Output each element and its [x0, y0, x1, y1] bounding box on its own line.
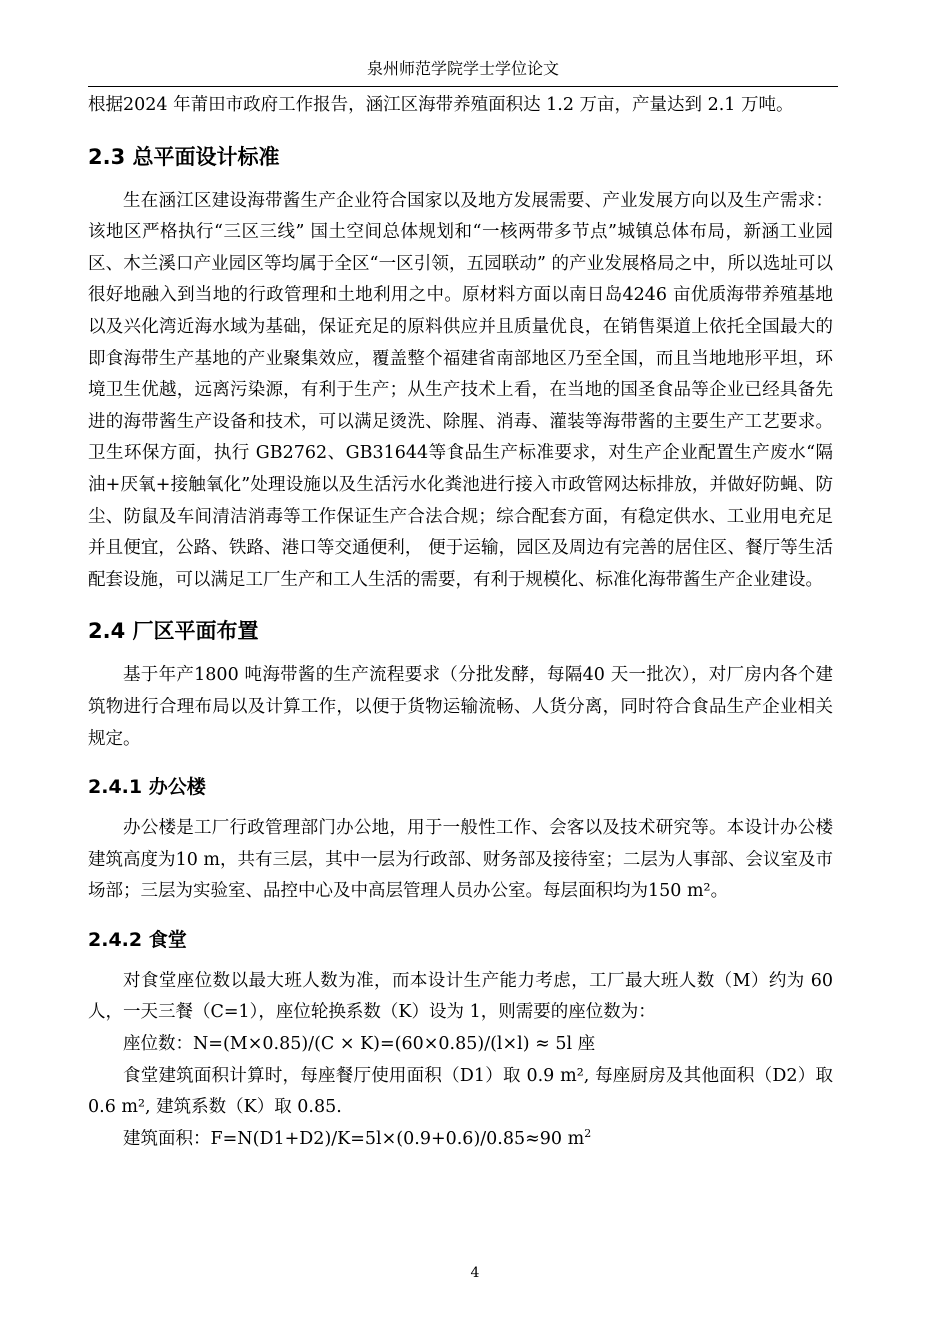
heading-2-4-1: 2.4.1 办公楼 — [88, 776, 206, 799]
section-2-4-2-paragraph-1: 对食堂座位数以最大班人数为准，而本设计生产能力考虑，工厂最大班人数（M）约为 60 人，一天三餐（C=1），座位轮换系数（K）设为 1，则需要的座位数为： — [88, 970, 833, 1023]
header-divider — [88, 86, 838, 87]
section-2-4-2-paragraph-2: 食堂建筑面积计算时，每座餐厅使用面积（D1）取 0.9 m², 每座厨房及其他面积（D2）取 0.6 m², 建筑系数（K）取 0.85. — [88, 1065, 833, 1118]
intro-paragraph: 根据2024 年莆田市政府工作报告，涵江区海带养殖面积达 1.2 万亩，产量达到 2.1 万吨。 — [88, 95, 794, 115]
building-area-formula — [88, 1124, 833, 1156]
section-2-4-paragraph: 基于年产1800 吨海带酱的生产流程要求（分批发酵，每隔40 天一批次），对厂房内各个建筑物进行合理布局以及计算工作，以便于货物运输流畅、人货分离，同时符合食品生产企业相关规定。 — [88, 665, 833, 749]
heading-2-4-2: 2.4.2 食堂 — [88, 928, 187, 951]
page-header-title: 泉州师范学院学士学位论文 — [366, 59, 559, 78]
section-2-3-paragraph: 生在涵江区建设海带酱生产企业符合国家以及地方发展需要、产业发展方向以及生产需求：该地区严格执行“三区三线” 国土空间总体规划和“一核两带多节点”城镇总体布局，新涵工业园区、木兰溪口产业园区等均属于全区“一区引领，五园联动” 的产业发展格局之中，所以选址可以很好地融入到当地的行政管理和土地利用之中。原材料方面以南日岛4246 亩优质海带养殖基地以及兴化湾近海水域为基础，保证充足的原料供应并且质量优良，在销售渠道上依托全国最大的即食海带生产基地的产业聚集效应，覆盖整个福建省南部地区乃至全国，而且当地地形平坦，环境卫生优越，远离污染源，有利于生产；从生产技术上看，在当地的国圣食品等企业已经具备先进的海带酱生产设备和技术，可以满足烫洗、除腥、消毒、灌装等海带酱的主要生产工艺要求。卫生环保方面，执行 GB2762、GB31644等食品生产标准要求，对生产企业配置生产废水“隔油+厌氧+接触氧化”处理设施以及生活污水化粪池进行接入市政管网达标排放，并做好防蝇、防尘、防鼠及车间清洁消毒等工作保证生产合法合规；综合配套方面，有稳定供水、工业用电充足并且便宜，公路、铁路、港口等交通便利， 便于运输，园区及周边有完善的居住区、餐厅等生活配套设施，可以满足工厂生产和工人生活的需要，有利于规模化、标准化海带酱生产企业建设。 — [88, 190, 833, 590]
section-2-4-1-paragraph: 办公楼是工厂行政管理部门办公地，用于一般性工作、会客以及技术研究等。本设计办公楼建筑高度为10 m，共有三层，其中一层为行政部、财务部及接待室；二层为人事部、会议室及市场部；三层为实验室、品控中心及中高层管理人员办公室。每层面积均为150 m²。 — [88, 818, 833, 902]
heading-2-4: 2.4 厂区平面布置 — [88, 619, 259, 644]
page-number: 4 — [470, 1265, 480, 1281]
building-area-formula-text: 建筑面积：F=N(D1+D2)/K=5l×(0.9+0.6)/0.85≈90 m — [123, 1128, 585, 1149]
seat-count-formula: 座位数：N=(M×0.85)/(C × K)=(60×0.85)/(l×l) ≈ 5l 座 — [123, 1034, 596, 1055]
heading-2-3: 2.3 总平面设计标准 — [88, 144, 280, 169]
document-body — [88, 90, 833, 1155]
superscript-2: 2 — [584, 1127, 592, 1141]
